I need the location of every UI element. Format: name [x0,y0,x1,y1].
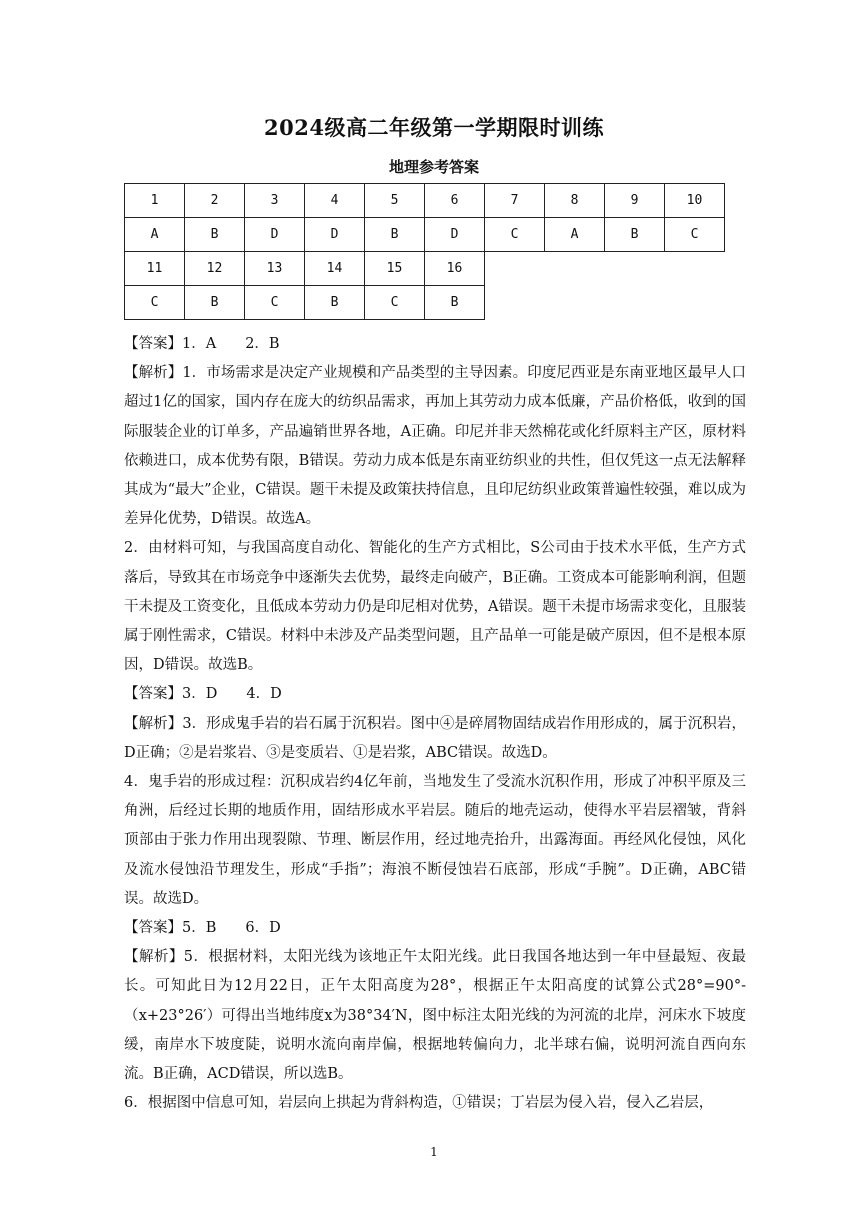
table-blank-cell [605,286,665,320]
table-cell: 8 [545,184,605,218]
table-cell: A [125,218,185,252]
table-cell: 10 [665,184,725,218]
page-title: 2024级高二年级第一学期限时训练 [264,115,604,140]
table-cell: 9 [605,184,665,218]
table-cell: 1 [125,184,185,218]
answer-line: 【答案】1．A 2．B [124,336,280,352]
table-cell: D [305,218,365,252]
explanation-paragraph: 【解析】5．根据材料，太阳光线为该地正午太阳光线。此日我国各地达到一年中昼最短、夜最长。可知此日为12月22日，正午太阳高度为28°，根据正午太阳高度的试算公式28°=90°-（x+23°26′）可得出当地纬度x为38°34′N，图中标注太阳光线的为河流的北岸，河床水下坡度缓，南岸水下坡度陡，说明水流向南岸偏，根据地转偏向力，北半球右偏，说明河流自西向东流。B正确，ACD错误，所以选B。 [124,949,746,1083]
table-cell: 13 [245,252,305,286]
answer-explanations [124,330,746,1118]
table-blank-cell [665,252,725,286]
table-cell: 4 [305,184,365,218]
explanation-paragraph: 4．鬼手岩的形成过程：沉积成岩约4亿年前，当地发生了受流水沉积作用，形成了冲积平原及三角洲，后经过长期的地质作用，固结形成水平岩层。随后的地壳运动，使得水平岩层褶皱，背斜顶部由于张力作用出现裂隙、节理、断层作用，经过地壳抬升，出露海面。再经风化侵蚀，风化及流水侵蚀沿节理发生，形成“手指”；海浪不断侵蚀岩石底部，形成“手腕”。D正确，ABC错误。故选D。 [124,774,746,907]
table-cell: A [545,218,605,252]
table-cell: 15 [365,252,425,286]
table-cell: D [245,218,305,252]
table-cell: B [365,218,425,252]
answer-line: 【答案】5．B 6．D [124,920,281,937]
table-cell: 7 [485,184,545,218]
explanation-paragraph: 6．根据图中信息可知，岩层向上拱起为背斜构造，①错误；丁岩层为侵入岩，侵入乙岩层， [124,1095,714,1112]
table-cell: C [245,286,305,320]
table-cell: 12 [185,252,245,286]
table-blank-cell [485,252,545,286]
page-number: 1 [430,1145,438,1159]
table-blank-cell [665,286,725,320]
table-cell: B [605,218,665,252]
table-cell: 5 [365,184,425,218]
table-cell: B [425,286,485,320]
table-blank-cell [545,286,605,320]
table-row [125,218,725,252]
table-cell: C [665,218,725,252]
table-cell: C [485,218,545,252]
table-blank-cell [485,286,545,320]
table-cell: D [425,218,485,252]
table-row [125,286,725,320]
table-blank-cell [605,252,665,286]
explanation-paragraph: 【解析】1．市场需求是决定产业规模和产品类型的主导因素。印度尼西亚是东南亚地区最早人口超过1亿的国家，国内存在庞大的纺织品需求，再加上其劳动力成本低廉，产品价格低，收到的国际服装企业的订单多，产品遍销世界各地，A正确。印尼并非天然棉花或化纤原料主产区，原材料依赖进口，成本优势有限，B错误。劳动力成本低是东南亚纺织业的共性，但仅凭这一点无法解释其成为“最大”企业，C错误。题干未提及政策扶持信息，且印尼纺织业政策普遍性较强，难以成为差异化优势，D错误。故选A。 [124,365,746,528]
table-cell: 3 [245,184,305,218]
table-cell: B [185,218,245,252]
table-cell: 11 [125,252,185,286]
table-cell: 6 [425,184,485,218]
page-subtitle: 地理参考答案 [388,158,479,176]
explanation-paragraph: 【解析】3．形成鬼手岩的岩石属于沉积岩。图中④是碎屑物固结成岩作用形成的，属于沉积岩，D正确；②是岩浆岩、③是变质岩、①是岩浆，ABC错误。故选D。 [124,715,746,761]
table-cell: C [125,286,185,320]
answer-table [124,183,725,320]
table-cell: 14 [305,252,365,286]
table-cell: 2 [185,184,245,218]
table-cell: C [365,286,425,320]
table-blank-cell [545,252,605,286]
table-cell: 16 [425,252,485,286]
table-row [125,252,725,286]
explanation-paragraph: 2．由材料可知，与我国高度自动化、智能化的生产方式相比，S公司由于技术水平低，生产方式落后，导致其在市场竞争中逐渐失去优势，最终走向破产，B正确。工资成本可能影响利润，但题干未提及工资变化，且低成本劳动力仍是印尼相对优势，A错误。题干未提市场需求变化，且服装属于刚性需求，C错误。材料中未涉及产品类型问题，且产品单一可能是破产原因，但不是根本原因，D错误。故选B。 [124,540,746,674]
table-cell: B [305,286,365,320]
answer-line: 【答案】3．D 4．D [124,686,282,703]
table-cell: B [185,286,245,320]
table-row [125,184,725,218]
